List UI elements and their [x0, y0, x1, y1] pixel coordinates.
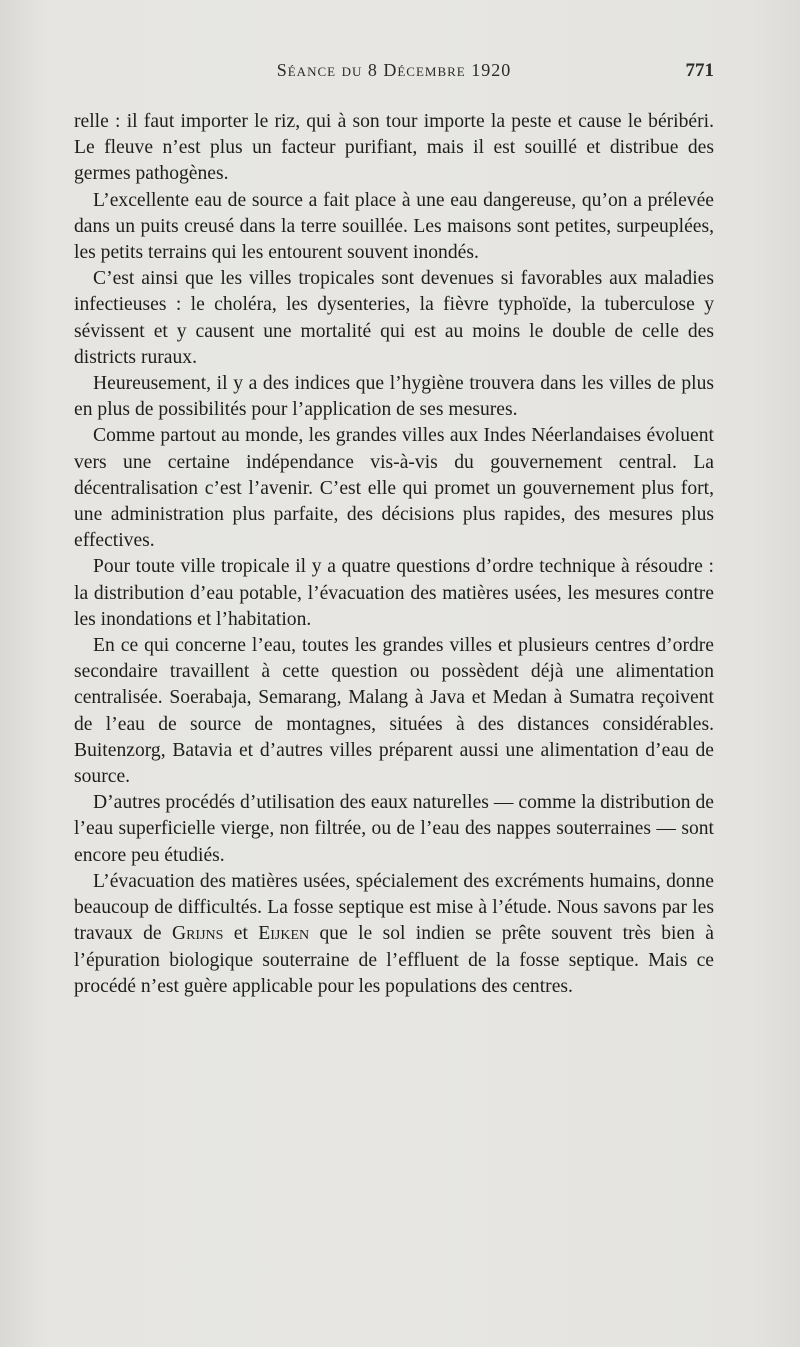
page-body: [74, 109, 714, 1000]
paragraph-last: [74, 869, 714, 1000]
running-title: Séance du 8 Décembre 1920: [276, 60, 512, 80]
author-name-grijns: Grijns: [171, 923, 224, 945]
paragraph: L’excellente eau de source a fait place à une eau dangereuse, qu’on a prélevée dans un puits creusé dans la terre souillée. Les maisons sont petites, surpeuplées, les petits terrains qui les entourent souvent inondés.: [74, 189, 714, 264]
paragraph-text: et: [223, 923, 259, 945]
paragraph: C’est ainsi que les villes tropicales sont devenues si favorables aux maladies infectieuses : le choléra, les dysenteries, la fièvre typhoïde, la tuberculose y sévissent et y causent une mortalité qui est au moins le double de celle des districts ruraux.: [74, 268, 714, 368]
paragraph: D’autres procédés d’utilisation des eaux naturelles — comme la distribution de l’eau superficielle vierge, non filtrée, ou de l’eau des nappes souterraines — sont encore peu étudiés.: [74, 792, 714, 866]
paragraph: Heureusement, il y a des indices que l’hygiène trouvera dans les villes de plus en plus de possibilités pour l’application de ses mesures.: [74, 373, 714, 421]
paragraph-continued: relle : il faut importer le riz, qui à son tour importe la peste et cause le béribéri. Le fleuve n’est plus un facteur purifiant, mais il est souillé et distribue des germes pathogènes.: [74, 111, 714, 185]
paragraph-text: L’évacuation des matières usées, spécialement des excréments humains, donne beaucoup de difficultés. La fosse septique est mise à l’étude. Nous savons par les travaux de: [74, 870, 714, 945]
paragraph-text: que le sol indien se prête souvent très bien à l’épuration biologique souterraine de l’effluent de la fosse septique. Mais ce procédé n’est guère applicable pour les populations des centres.: [74, 923, 714, 997]
page-number: 771: [685, 60, 714, 81]
paragraph: En ce qui concerne l’eau, toutes les grandes villes et plusieurs centres d’ordre secondaire travaillent à cette question ou possèdent déjà une alimentation centralisée. Soerabaja, Semarang, Malang à Java et Medan à Sumatra reçoivent de l’eau de source de montagnes, situées à des distances considérables. Buitenzorg, Batavia et d’autres villes préparent aussi une alimentation d’eau de source.: [74, 635, 714, 788]
author-name-eijken: Eijken: [258, 923, 310, 945]
paragraph: Comme partout au monde, les grandes villes aux Indes Néerlandaises évoluent vers une certaine indépendance vis-à-vis du gouvernement central. La décentralisation c’est l’avenir. C’est elle qui promet un gouvernement plus fort, une administration plus parfaite, des décisions plus rapides, des mesures plus effectives.: [74, 425, 714, 552]
paragraph: Pour toute ville tropicale il y a quatre questions d’ordre technique à résoudre : la distribution d’eau potable, l’évacuation des matières usées, les mesures contre les inondations et l’habitation.: [74, 556, 714, 630]
page-header: [74, 60, 714, 88]
